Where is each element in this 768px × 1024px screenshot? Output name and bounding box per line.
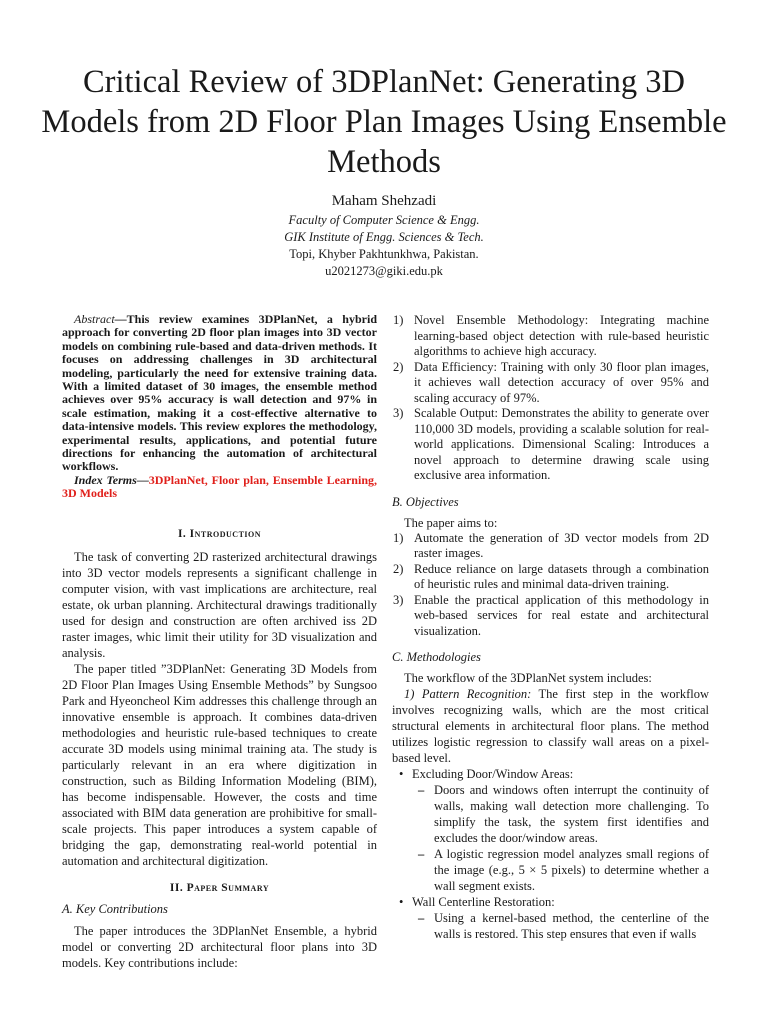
right-column <box>392 313 709 942</box>
list-number: 3) <box>393 406 404 420</box>
paper-title: Critical Review of 3DPlanNet: Generating 3D Models from 2D Floor Plan Images Using Ensemble Methods <box>41 64 727 180</box>
abstract <box>62 313 377 474</box>
objectives-list <box>392 531 709 640</box>
index-terms-list: 3DPlanNet, Floor plan, Ensemble Learning, 3D Models <box>62 472 377 501</box>
sub-bullet-item <box>412 782 709 846</box>
list-number: 3) <box>393 592 404 607</box>
intro-paragraph-1: The task of converting 2D rasterized architectural drawings into 3D vector models represents a significant challenge in computer vision, with vast implications are architecture, real estate, ok urban planning. Architectural drawings traditionally used for design and construction are often archived iss 2D raster images, whic limit their utility for 3D visualization and analysis. <box>62 549 377 660</box>
sub-bullet-text: Doors and windows often interrupt the continuity of walls, making wall detection more challenging. To simplify the task, the system first identifies and excludes the door/window areas. <box>434 783 709 845</box>
section-heading-paper-summary: II. Paper Summary <box>169 881 270 894</box>
sub-bullet-text: Using a kernel-based method, the centerline of the walls is restored. This step ensures that even if walls <box>434 911 709 941</box>
pattern-recognition-lead: 1) Pattern Recognition: <box>404 687 532 701</box>
methodology-bullets <box>392 766 709 942</box>
key-contributions-intro: The paper introduces the 3DPlanNet Ensemble, a hybrid model or converting 2D architectural floor plans into 3D models. Key contributions include: <box>62 923 377 970</box>
list-number: 1) <box>393 313 404 327</box>
author-name: Maham Shehzadi <box>331 193 437 209</box>
abstract-lead: Abstract <box>74 312 115 326</box>
list-number: 2) <box>393 561 404 576</box>
list-number: 2) <box>393 359 404 374</box>
sub-bullet-item <box>412 846 709 894</box>
bullet-icon: • <box>399 895 404 909</box>
bullet-label: Wall Centerline Restoration: <box>412 895 555 909</box>
dash-icon: – <box>418 847 425 861</box>
subsection-heading-key-contributions: A. Key Contributions <box>62 901 168 916</box>
index-terms-lead: Index Terms <box>74 472 137 487</box>
bullet-icon: • <box>399 767 404 781</box>
section-heading-introduction: I. Introduction <box>177 527 262 540</box>
index-terms-dash: — <box>136 472 149 487</box>
author-location: Topi, Khyber Pakhtunkhwa, Pakistan. <box>289 247 479 261</box>
objectives-intro: The paper aims to: <box>404 515 498 530</box>
sub-bullet-item <box>412 910 709 942</box>
contributions-list <box>392 313 709 484</box>
list-item-text: Reduce reliance on large datasets through a combination of heuristic rules and minimal data-driven training. <box>414 561 709 591</box>
sub-bullet-text: A logistic regression model analyzes small regions of the image (e.g., 5 × 5 pixels) to determine whether a wall segment exists. <box>434 847 709 893</box>
abstract-text: —This review examines 3DPlanNet, a hybrid approach for converting 2D floor plan images into 3D vector models on combining rule-based and data-driven methods. It focuses on addressing challenges in 3D architectural modeling, particularly the need for extensive training data. With a limited dataset of 30 images, the ensemble method achieves over 95% accuracy is wall detection and 97% in scale estimation, making it a cost-effective alternative to data-intensive models. This review explores the methodology, experimental results, applications, and potential future directions for enhancing the automation of architectural workflows. <box>62 312 377 474</box>
subsection-heading-methodologies: C. Methodologies <box>392 650 481 664</box>
author-institute: GIK Institute of Engg. Sciences & Tech. <box>284 230 484 244</box>
index-terms <box>62 474 377 501</box>
list-item-text: Enable the practical application of this methodology in web-based services for real estate and architectural visualization. <box>414 592 709 638</box>
author-email: u2021273@giki.edu.pk <box>325 264 443 278</box>
author-department: Faculty of Computer Science & Engg. <box>288 213 480 227</box>
pattern-recognition-text: The first step in the workflow involves recognizing walls, which are the most critical structural elements in architectural floor plans. The method utilizes logistic regression to classify wall areas on a pixel-based level. <box>392 687 709 765</box>
list-item-text: Data Efficiency: Training with only 30 floor plan images, it achieves wall detection accuracy of over 95% and scaling accuracy of 97%. <box>414 359 709 405</box>
dash-icon: – <box>418 783 425 797</box>
intro-paragraph-2: The paper titled ”3DPlanNet: Generating 3D Models from 2D Floor Plan Images Using Ensemble Methods” by Sungsoo Park and Hyeoncheol Kim addresses this challenge through an innovative ensemble is approach. It combines data-driven methodologies and heuristic rule-based techniques to create accurate 3D models using minimal training ata. The study is particularly relevant in an era where digitization in construction, such as Bilding Information Modeling (BIM), has become indispensable. However, the costs and time associated with BIM data generation are prohibitive for small-scale projects. This paper introduces a system capable of bridging the gap, demonstrating real-world potential in automation and architectural digitization. <box>62 661 377 868</box>
list-item <box>392 406 709 484</box>
bullet-item <box>392 894 709 942</box>
dash-icon: – <box>418 911 425 925</box>
methodologies-intro: The workflow of the 3DPlanNet system includes: <box>404 671 652 685</box>
subsection-heading-objectives: B. Objectives <box>392 494 459 509</box>
list-item <box>392 531 709 562</box>
list-item-text: Scalable Output: Demonstrates the ability to generate over 110,000 3D models, providing a scalable solution for real-world applications. Dimensional Scaling: Introduces a novel approach to determine drawing scale using exclusive area information. <box>414 406 709 482</box>
list-item <box>392 313 709 360</box>
list-number: 1) <box>393 530 404 545</box>
sub-bullets <box>412 782 709 894</box>
pattern-recognition-paragraph <box>392 686 709 766</box>
list-item-text: Automate the generation of 3D vector models from 2D raster images. <box>414 530 709 560</box>
left-column <box>62 313 377 971</box>
author-block <box>0 190 768 280</box>
list-item <box>392 593 709 640</box>
list-item <box>392 562 709 593</box>
sub-bullets <box>412 910 709 942</box>
list-item <box>392 360 709 407</box>
bullet-label: Excluding Door/Window Areas: <box>412 767 574 781</box>
bullet-item <box>392 766 709 894</box>
list-item-text: Novel Ensemble Methodology: Integrating machine learning-based object detection with rule-based heuristic algorithms to achieve high accuracy. <box>414 313 709 358</box>
